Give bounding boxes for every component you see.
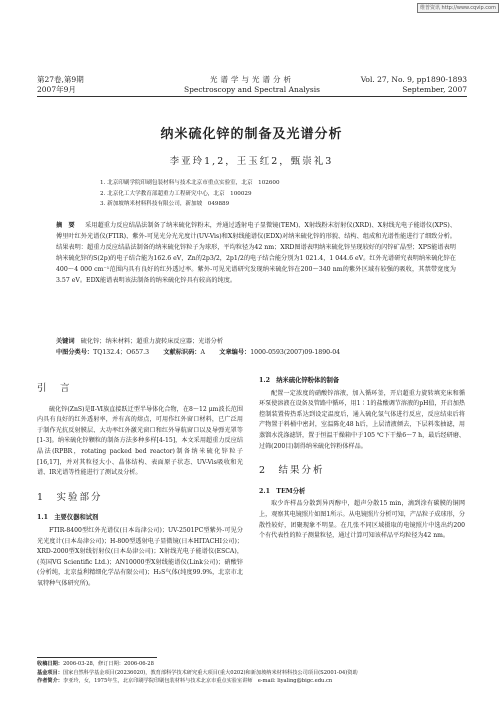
abstract-label: 摘 要 bbox=[56, 222, 75, 229]
abstract-text: 采用超重力反应结晶法制备了纳米硫化锌粉末，并通过透射电子显微镜(TEM)、X射线粉末衍射仪(XRD)、X射线光电子能谱仪(XPS)、傅里叶红外光谱仪(FTIR)、紫外-可见光分光光度计(UV-Vis)和X射线能谱仪(EDX)对纳米硫化锌的形貌、结构、组成和光谱性能进行了细致分析。结果表明：超重力反应结晶法制备的纳米硫化锌粒子为球形，平均粒径为42 nm；XRD图谱表明纳米硫化锌呈现较好的闪锌矿晶型；XPS能谱表明纳米硫化锌的S(2p)的电子结合能为162.6 eV，Zn的2p3/2，2p1/2的电子结合能分别为1 021.4，1 044.6 eV。红外光谱研究表明纳米硫化锌在400～4 000 cm⁻¹范围内具有良好的红外透过率。紫外-可见光谱研究发现纳米硫化锌在200～340 nm的紫外区域有较强的吸收，其禁带宽度为3.57 eV。EDX能谱表明该法制备的纳米硫化锌具有较高的纯度。 bbox=[56, 222, 457, 284]
abstract bbox=[56, 220, 456, 286]
received-dates: 2006-03-28，修订日期：2006-06-28 bbox=[62, 661, 154, 667]
section-1-2-title: 1.2 纳米硫化锌粉体的制备 bbox=[259, 377, 340, 384]
volume-pages: Vol. 27, No. 9, pp1890-1893 bbox=[360, 75, 467, 84]
doc-code-value: A bbox=[200, 349, 205, 356]
clc-label: 中图分类号： bbox=[56, 349, 94, 356]
keywords-text: 硫化锌；纳米材料；超重力旋转床反应器；光谱分析 bbox=[80, 338, 224, 345]
section-1-1-paragraph: FTIR-8400型红外光谱仪(日本岛津公司)；UV-2501PC型紫外-可见分光光度计(日本岛津公司)；H-800型透射电子显微镜(日本HITACHI公司)；XRD-2000型X射线衍射仪(日本岛津公司)；X射线光电子能谱仪(ESCA)，(英国VG Scientific Ltd.)；AN10000型X射线能谱仪(Link公司)；硝酸锌(分析纯，北京益利精细化学品有限公司)；H₂S气体(纯度99.9%，北京市北氧特种气体研究所)。 bbox=[37, 526, 243, 587]
issue-date-cn: 2007年9月 bbox=[37, 85, 76, 94]
fund-text: 国家自然科学基金项目(20236020)，教育部科学技术研究重大项目(重大0202)和新加坡纳米材料科技公司项目(S2001-04)资助 bbox=[62, 669, 358, 676]
header-rule bbox=[37, 96, 467, 97]
section-2-1-paragraph: 取少许样品分散到异丙醇中，超声分散15 min，滴到涂有碳膜的铜网上，观察其电镜照片如图1所示。从电镜照片分析可知，产品粒子成球形，分散性较好，团聚现象不明显。在几张不同区域摄取的电镜照片中选出约200个有代表性的粒子测量粒径，通过计算可知该样品平均粒径为42 nm。 bbox=[259, 500, 465, 540]
author-bio-label: 作者简介： bbox=[37, 678, 63, 685]
received-label: 收稿日期： bbox=[37, 661, 63, 667]
authors: 李亚玲1,2，王玉红2，甄崇礼3 bbox=[169, 156, 334, 167]
affiliations bbox=[100, 178, 430, 210]
keywords-block bbox=[56, 336, 456, 358]
left-column bbox=[37, 370, 243, 590]
issue-date-en: September, 2007 bbox=[402, 85, 467, 94]
section-experiment-title: 1 实验部分 bbox=[37, 491, 103, 503]
article-number-value: 1000-0593(2007)09-1890-04 bbox=[250, 349, 341, 356]
author-email: e-mail: liyaling@bigc.edu.cn bbox=[257, 678, 333, 685]
footnote-rule bbox=[37, 657, 157, 658]
section-results-title: 2 结果分析 bbox=[259, 465, 325, 477]
volume-issue: 第27卷,第9期 bbox=[37, 75, 84, 84]
section-1-2-paragraph: 配置一定浓度的硝酸锌溶液，加入循环釜，开启超重力旋转填充床和循环泵使溶液在设备及管路中循环，用1∶1的盐酸调节溶液的pH值，开启加热控制装置传热系达到设定温度后，通入硫化氢气体进行反应，反应结束后将产物置于料桶中密封，室温陈化48 h后，上层清液倾去，下层料浆抽滤，用蒸馏水洗涤滤饼，置于恒温干燥箱中于105 ℃下干燥6～7 h，最后经研磨、过筛(200目)制得纳米硫化锌粉体样品。 bbox=[259, 389, 465, 450]
doc-code-label: 文献标识码： bbox=[163, 349, 201, 356]
intro-paragraph: 硫化锌(ZnS)是Ⅱ-Ⅵ族直接跃迁型半导体化合物，在8～12 μm波长范围内具有良好的红外透射率，并有高的熔点，可用作红外窗口材料，已广泛用于制作光抗反射膜层、大功率红外激光窗口和红外导航窗口以及导弹光罩等[1-3]。纳米硫化锌颗粒的制备方法多种多样[4-15]，本文采用超重力反应结晶法(RPBR，rotating packed bed reactor)制备纳米硫化锌粒子[16,17]，并对其粒径大小、晶体结构、表面原子状态、UV-Vis吸收和光谱、IR光谱等性能进行了测试及分析。 bbox=[37, 405, 243, 477]
article-number-label: 文章编号： bbox=[219, 349, 251, 356]
section-intro-title: 引 言 bbox=[37, 383, 72, 394]
section-2-1-title: 2.1 TEM分析 bbox=[259, 487, 306, 495]
watermark: 维普资讯 http://www.cqvip.com bbox=[417, 3, 499, 13]
affiliation-1: 1. 北京印刷学院印刷包装材料与技术北京市重点实验室，北京 102600 bbox=[100, 180, 280, 186]
journal-name-en: Spectroscopy and Spectral Analysis bbox=[183, 85, 321, 94]
right-column bbox=[259, 370, 465, 542]
keywords-label: 关键词 bbox=[56, 338, 75, 345]
section-1-1-title: 1.1 主要仪器和试剂 bbox=[37, 514, 99, 522]
affiliation-3: 3. 新加坡纳米材料科技有限公司，新加坡 049889 bbox=[100, 201, 230, 207]
affiliation-2: 2. 北京化工大学教育部超重力工程研究中心，北京 100029 bbox=[100, 190, 252, 197]
author-bio: 李亚玲，女，1975年生，北京印刷学院印刷包装材料与技术北京市重点实验室讲师 bbox=[62, 678, 253, 685]
footnotes bbox=[37, 660, 467, 686]
journal-name-cn: 光谱学与光谱分析 bbox=[210, 75, 294, 84]
clc-value: TQ132.4；O657.3 bbox=[93, 349, 150, 356]
paper-title: 纳米硫化锌的制备及光谱分析 bbox=[160, 127, 343, 142]
fund-label: 基金项目： bbox=[37, 669, 63, 676]
